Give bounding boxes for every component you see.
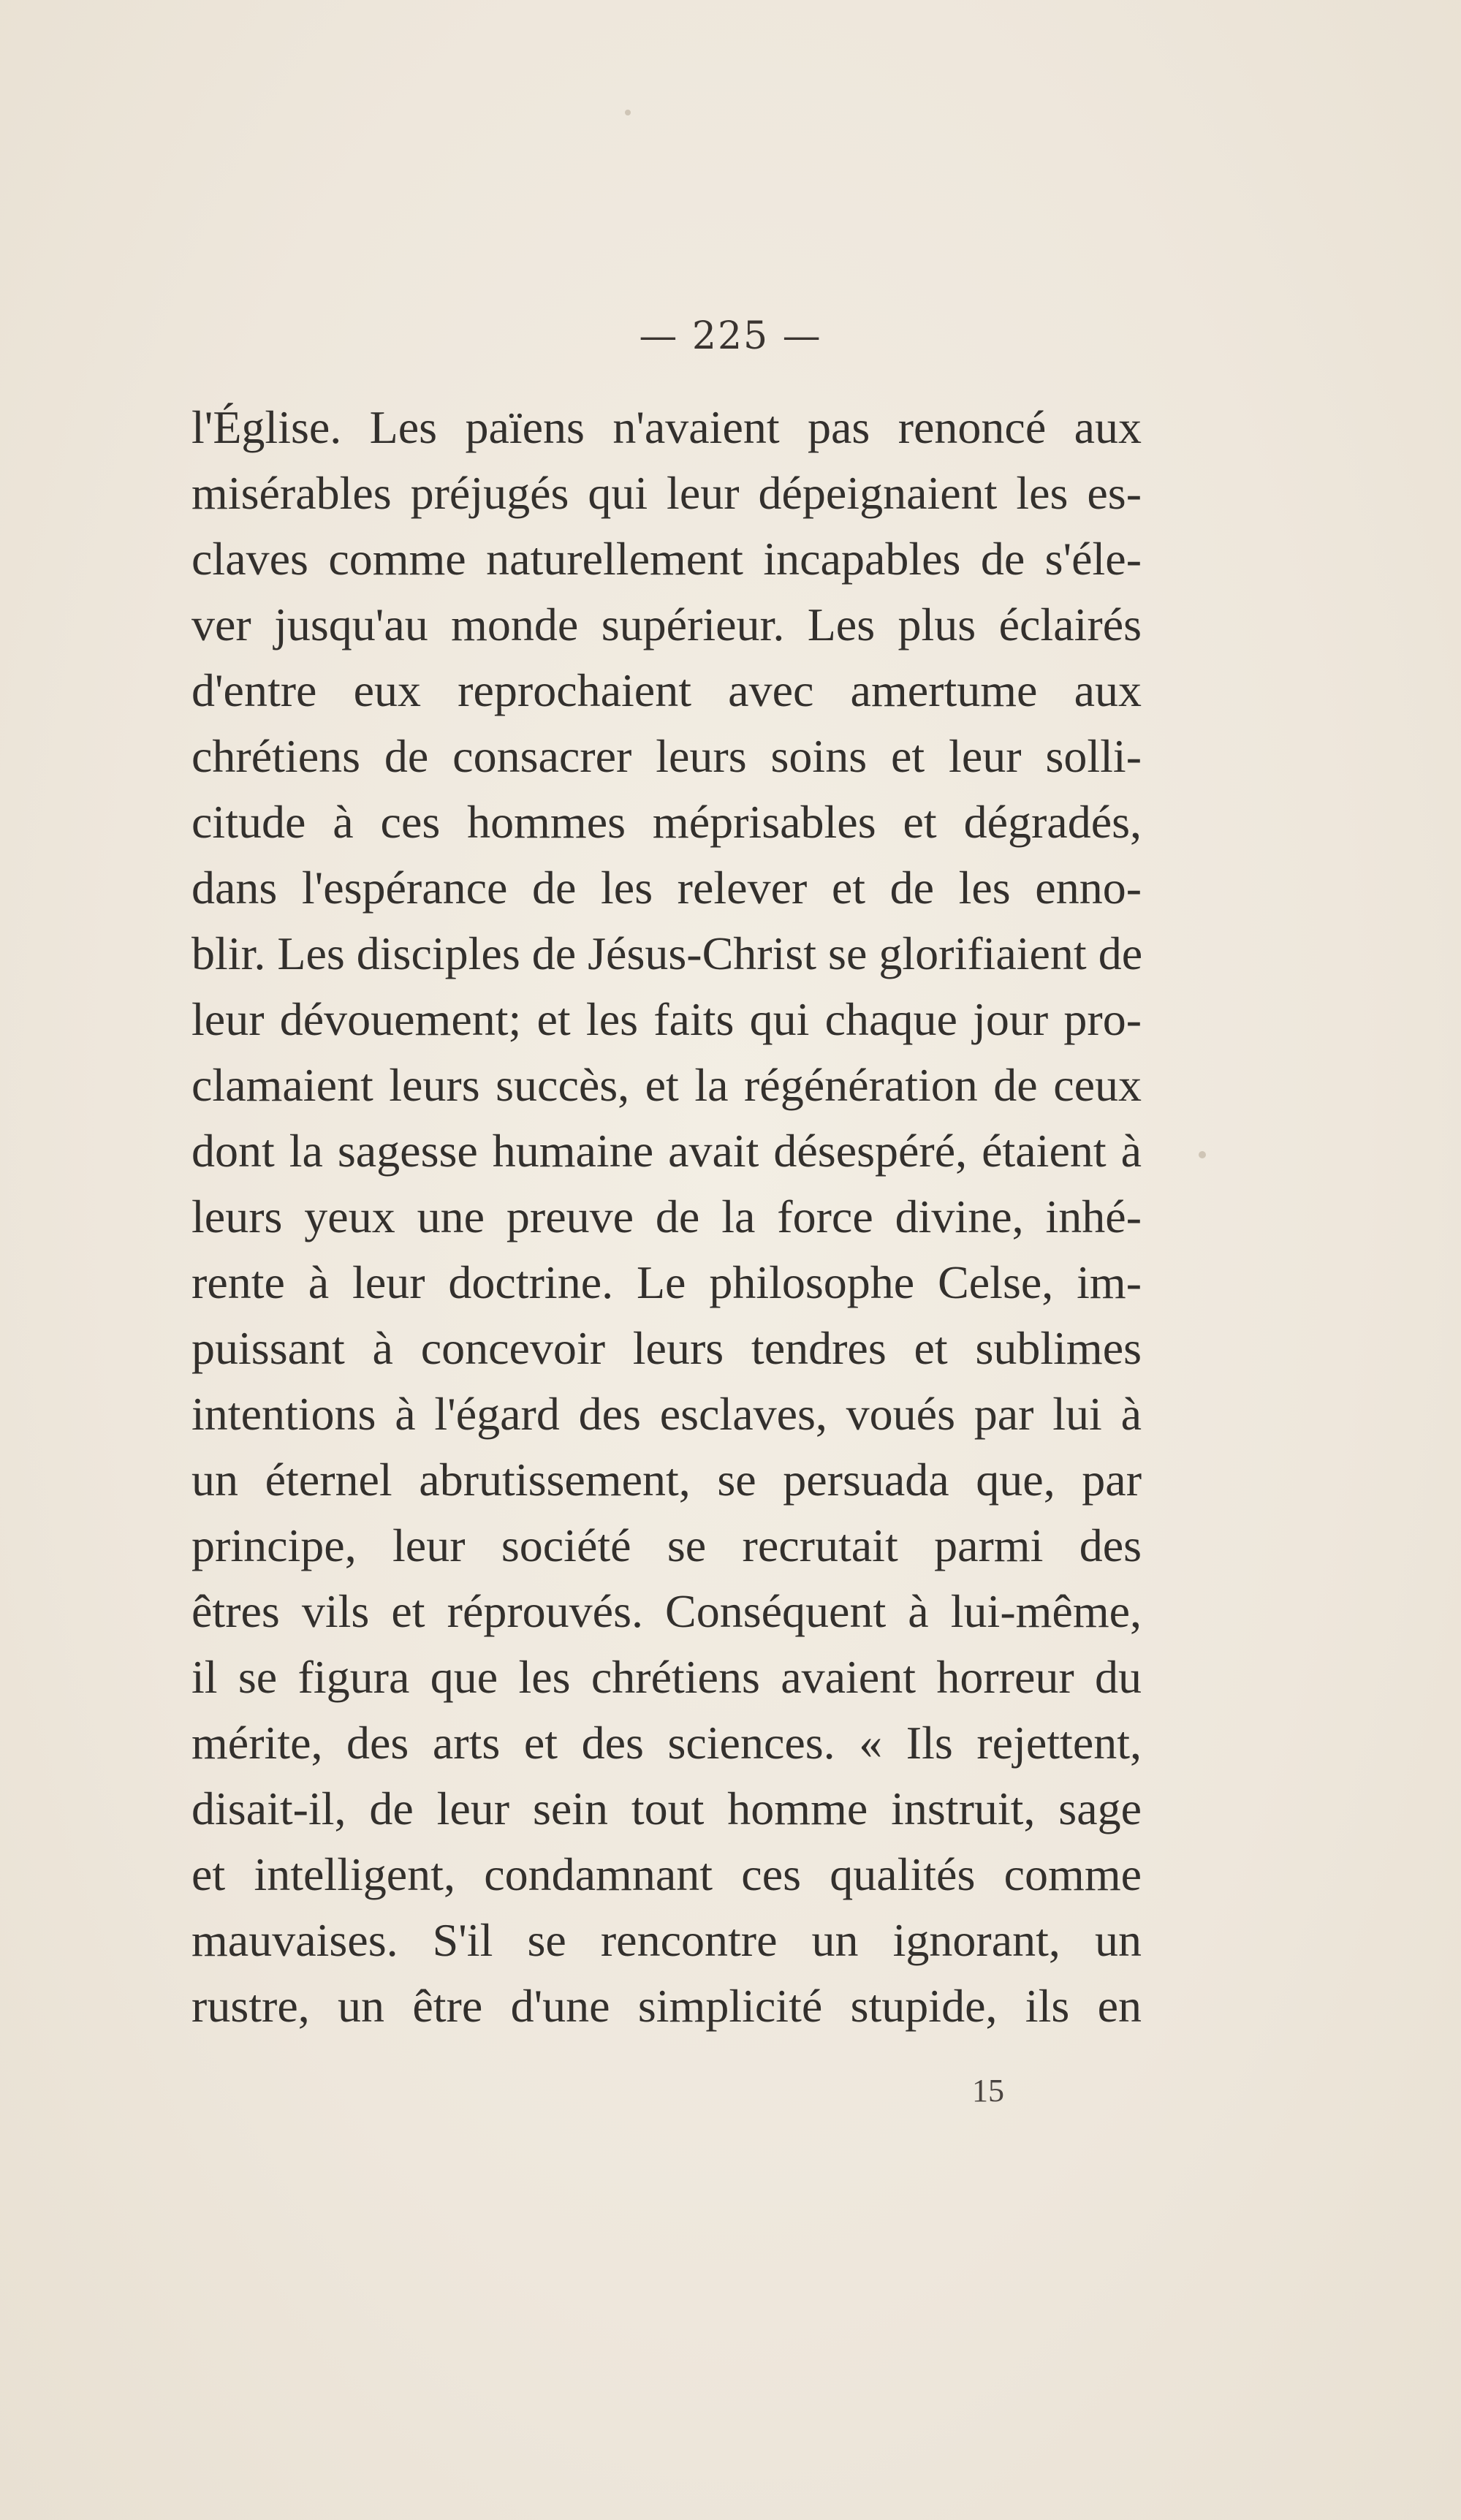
text-line: mérite, des arts et des sciences. « Ils rejettent,: [191, 1717, 1142, 1769]
text-line: claves comme naturellement incapables de s'éle-: [191, 533, 1142, 585]
text-line: chrétiens de consacrer leurs soins et leur solli-: [191, 730, 1142, 782]
text-line: et intelligent, condamnant ces qualités comme: [191, 1848, 1142, 1900]
text-line: mauvaises. S'il se rencontre un ignorant, un: [191, 1914, 1142, 1966]
text-line: citude à ces hommes méprisables et dégradés,: [191, 796, 1142, 848]
text-line: principe, leur société se recrutait parmi des: [191, 1519, 1142, 1571]
text-line: rustre, un être d'une simplicité stupide, ils en: [191, 1980, 1142, 2032]
text-line: puissant à concevoir leurs tendres et sublimes: [191, 1322, 1142, 1374]
text-line: êtres vils et réprouvés. Conséquent à lui-même,: [191, 1585, 1142, 1637]
text-line: dont la sagesse humaine avait désespéré, étaient à: [191, 1125, 1142, 1177]
text-line: clamaient leurs succès, et la régénération de ceux: [191, 1059, 1142, 1111]
text-line: blir. Les disciples de Jésus-Christ se glorifiaient de: [191, 927, 1143, 979]
paper-speck: [625, 110, 631, 115]
text-line: disait-il, de leur sein tout homme instruit, sage: [191, 1783, 1142, 1834]
text-line: misérables préjugés qui leur dépeignaient les es-: [191, 467, 1142, 519]
text-line: leur dévouement; et les faits qui chaque jour pro-: [191, 993, 1142, 1045]
paper-speck: [1199, 1151, 1206, 1158]
text-line: leurs yeux une preuve de la force divine, inhé-: [191, 1191, 1142, 1242]
text-line: ver jusqu'au monde supérieur. Les plus éclairés: [191, 599, 1142, 650]
text-line: l'Église. Les païens n'avaient pas renoncé aux: [191, 401, 1142, 453]
body-text: [191, 395, 1142, 2039]
text-line: dans l'espérance de les relever et de les enno-: [191, 862, 1142, 914]
text-line: rente à leur doctrine. Le philosophe Celse, im-: [191, 1256, 1142, 1308]
page-number-header: — 225 —: [639, 314, 822, 358]
text-line: d'entre eux reprochaient avec amertume aux: [191, 664, 1142, 716]
text-line: il se figura que les chrétiens avaient horreur du: [191, 1651, 1142, 1703]
signature-mark: 15: [972, 2073, 1004, 2109]
text-line: un éternel abrutissement, se persuada que, par: [191, 1454, 1142, 1506]
text-line: intentions à l'égard des esclaves, voués par lui à: [191, 1388, 1142, 1440]
